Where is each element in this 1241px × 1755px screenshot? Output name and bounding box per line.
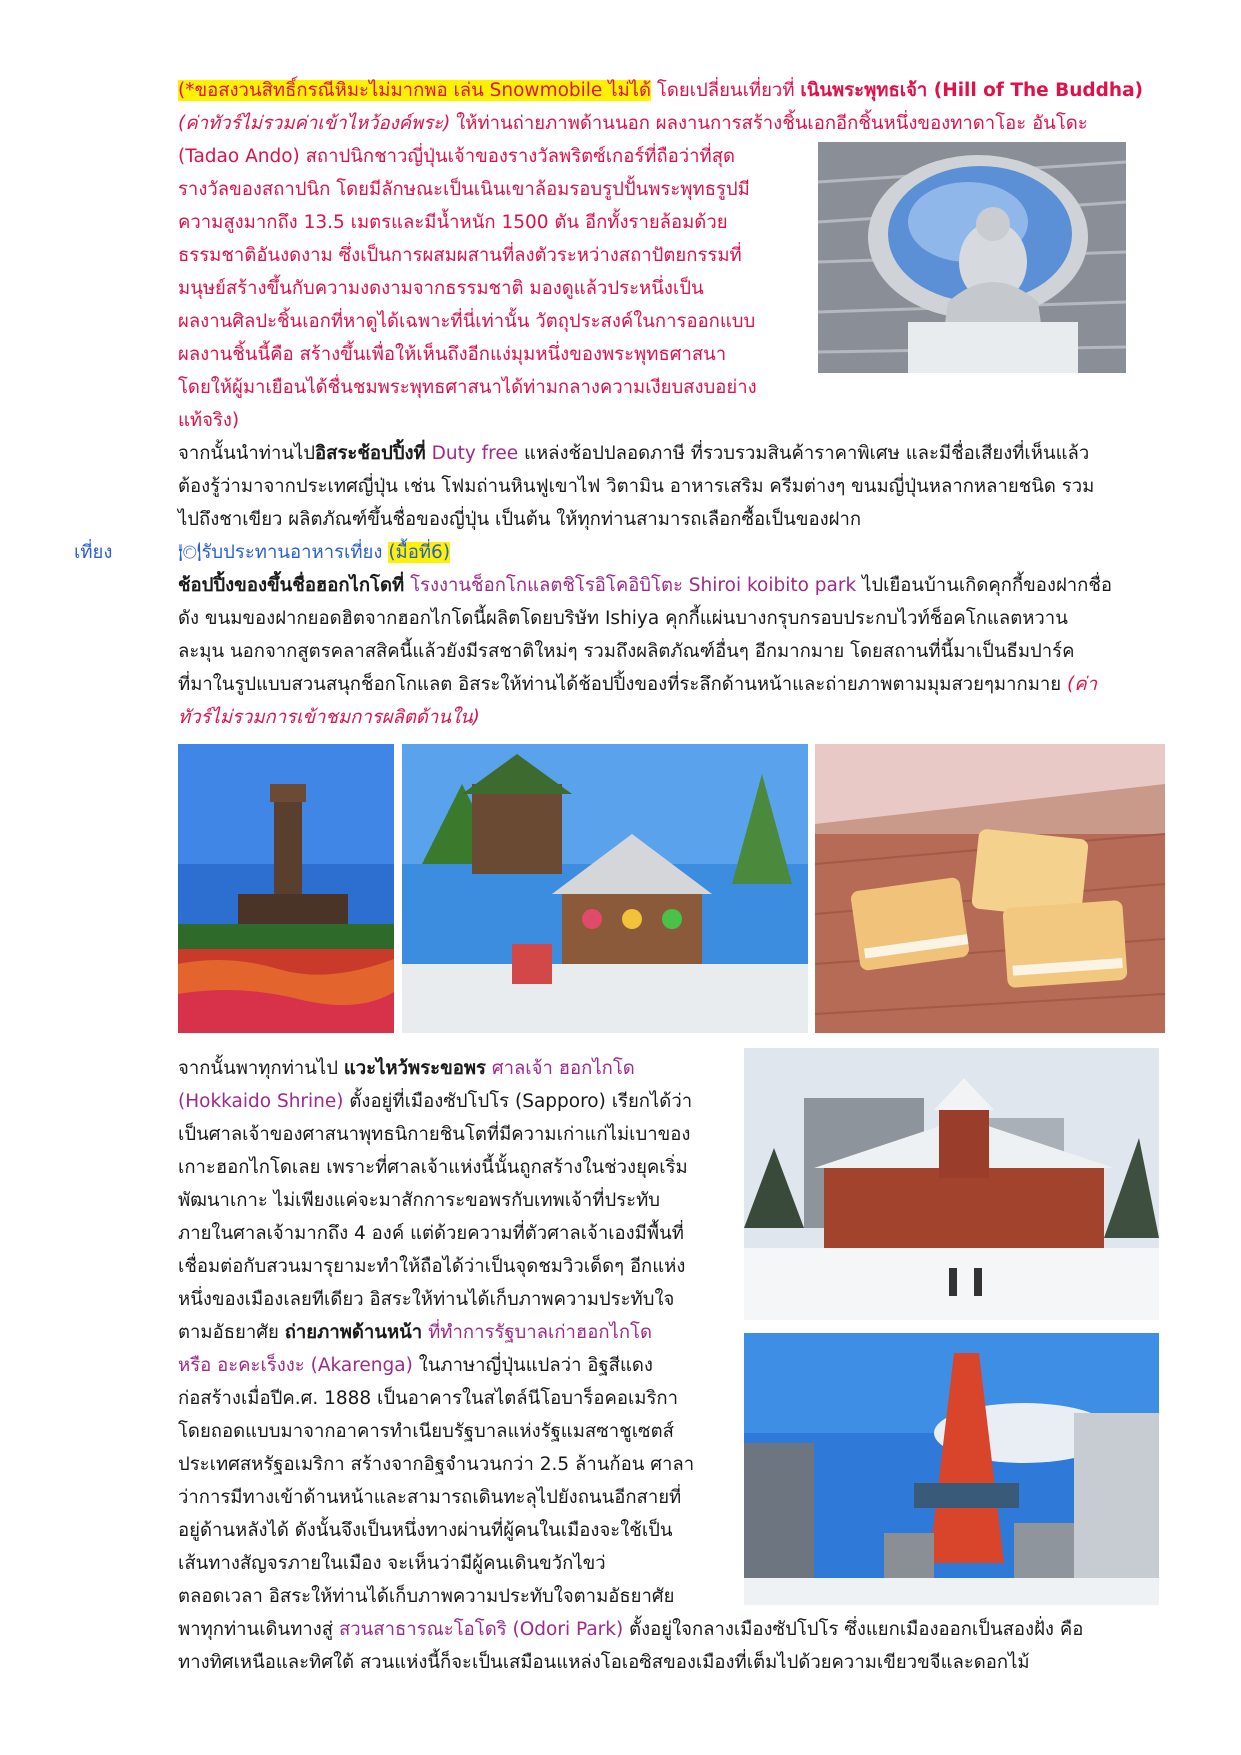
fork-knife-icon: 🍽 (178, 542, 202, 563)
buddha-statue-image (818, 142, 1126, 373)
akarenga-building-image (744, 1048, 1159, 1320)
duty-free-line2: ต้องรู้ว่ามาจากประเทศญี่ปุ่น เช่น โฟมถ่านหินฟูเขาไฟ วิตามิน อาหารเสริม ครีมต่างๆ ขนมญี่ปุ่นหลากหลายชนิด รวม (178, 476, 1095, 497)
text-line: เกาะฮอกไกโดเลย เพราะที่ศาลเจ้าแห่งนี้นั้นถูกสร้างในช่วงยุคเริ่ม (178, 1157, 688, 1178)
text-line: ก่อสร้างเมื่อปีค.ศ. 1888 เป็นอาคารในสไตล์นีโอบาร็อคอเมริกา (178, 1388, 678, 1409)
chocolate-house-image (402, 744, 808, 1033)
sapporo-tv-tower-image (744, 1333, 1159, 1605)
akarenga-line1: ตามอัธยาศัย ถ่ายภาพด้านหน้า ที่ทำการรัฐบาลเก่าฮอกไกโด (178, 1322, 652, 1343)
hill-of-buddha-line2: (ค่าทัวร์ไม่รวมค่าเข้าไหว้องค์พระ) ให้ท่านถ่ายภาพด้านนอก ผลงานการสร้างชิ้นเอกอีกชิ้นหนึ่งของทาดาโอะ อันโดะ (178, 113, 1088, 134)
text-line: เป็นศาลเจ้าของศาสนาพุทธนิกายชินโตที่มีความเก่าแก่ไม่เบาของ (178, 1124, 691, 1145)
hokkaido-shrine-line2: (Hokkaido Shrine) ตั้งอยู่ที่เมืองซัปโปโร (Sapporo) เรียกได้ว่า (178, 1091, 693, 1112)
text-line: เส้นทางสัญจรภายในเมือง จะเห็นว่ามีผู้คนเดินขวักไขว่ (178, 1553, 606, 1574)
duty-free-line1: จากนั้นนำท่านไปอิสระช้อปปิ้งที่ Duty free แหล่งช้อปปลอดภาษี ที่รวบรวมสินค้าราคาพิเศษ และมีชื่อเสียงที่เห็นแล้ว (178, 443, 1090, 464)
text-line: ว่าการมีทางเข้าด้านหน้าและสามารถเดินทะลุไปยังถนนอีกสายที่ (178, 1487, 682, 1508)
odori-park-line1: พาทุกท่านเดินทางสู่ สวนสาธารณะโอโดริ (Odori Park) ตั้งอยู่ใจกลางเมืองซัปโปโร ซึ่งแยกเมืองออกเป็นสองฝั่ง คือ (178, 1619, 1084, 1640)
shiroi-line1: ช้อปปิ้งของขึ้นชื่อฮอกไกโดที่ โรงงานช็อกโกแลตชิโรอิโคอิบิโตะ Shiroi koibito park ไปเยือนบ้านเกิดคุกกี้ของฝากชื่อ (178, 575, 1113, 596)
lunch-line: 🍽รับประทานอาหารเที่ยง (มื้อที่6) (178, 542, 451, 563)
odori-park-line2: ทางทิศเหนือและทิศใต้ สวนแห่งนี้ก็จะเป็นเสมือนแหล่งโอเอซิสของเมืองที่เต็มไปด้วยความเขียวขจีและดอกไม้ (178, 1652, 1030, 1673)
text-line: ประเทศสหรัฐอเมริกา สร้างจากอิฐจำนวนกว่า 2.5 ล้านก้อน ศาลา (178, 1454, 695, 1475)
hokkaido-shrine-line1: จากนั้นพาทุกท่านไป แวะไหว้พระขอพร ศาลเจ้า ฮอกไกโด (178, 1058, 635, 1079)
text-line: มนุษย์สร้างขึ้นกับความงดงามจากธรรมชาติ มองดูแล้วประหนึ่งเป็น (178, 278, 704, 299)
meal-time-label: เที่ยง (74, 542, 113, 563)
text-line: ตลอดเวลา อิสระให้ท่านได้เก็บภาพความประทับใจตามอัธยาศัย (178, 1586, 675, 1607)
text-line: ผลงานศิลปะชิ้นเอกที่หาดูได้เฉพาะที่นี่เท่านั้น วัตถุประสงค์ในการออกแบบ (178, 311, 756, 332)
akarenga-description (178, 1382, 738, 1613)
hokkaido-shrine-description (178, 1118, 738, 1316)
hill-of-buddha-description (178, 140, 808, 437)
clock-tower-image (178, 744, 394, 1033)
text-line: โดยให้ผู้มาเยือนได้ชื่นชมพระพุทธศาสนาได้ท่ามกลางความเงียบสงบอย่าง (178, 377, 757, 398)
hill-of-buddha-intro: (*ขอสงวนสิทธิ์กรณีหิมะไม่มากพอ เล่น Snowmobile ไม่ได้ โดยเปลี่ยนเที่ยวที่ เนินพระพุทธเจ้า (Hill of The Buddha) (178, 80, 1144, 101)
akarenga-line2: หรือ อะคะเร็งงะ (Akarenga) ในภาษาญี่ปุ่นแปลว่า อิฐสีแดง (178, 1355, 653, 1376)
text-line: แท้จริง) (178, 410, 240, 431)
text-line: ธรรมชาติอันงดงาม ซึ่งเป็นการผสมผสานที่ลงตัวระหว่างสถาปัตยกรรมที่ (178, 245, 742, 266)
text-line: เชื่อมต่อกับสวนมารุยามะทำให้ถือได้ว่าเป็นจุดชมวิวเด็ดๆ อีกแห่ง (178, 1256, 686, 1277)
shiroi-line2: ดัง ขนมของฝากยอดฮิตจากฮอกไกโดนี้ผลิตโดยบริษัท Ishiya คุกกี้แผ่นบางกรุบกรอบประกบไวท์ช็อคโกแลตหวาน (178, 608, 1068, 629)
text-line: ภายในศาลเจ้ามากถึง 4 องค์ แต่ด้วยความที่ตัวศาลเจ้าเองมีพื้นที่ (178, 1223, 684, 1244)
shiroi-line4: ที่มาในรูปแบบสวนสนุกช็อกโกแลต อิสระให้ท่านได้ช้อปปิ้งของที่ระลึกด้านหน้าและถ่ายภาพตามมุมสวยๆมากมาย (ค่า (178, 674, 1098, 695)
text-line: หนึ่งของเมืองเลยทีเดียว อิสระให้ท่านได้เก็บภาพความประทับใจ (178, 1289, 675, 1310)
text-line: โดยถอดแบบมาจากอาคารทำเนียบรัฐบาลแห่งรัฐแมสซาชูเซตส์ (178, 1421, 674, 1442)
duty-free-line3: ไปถึงชาเขียว ผลิตภัณฑ์ขึ้นชื่อของญี่ปุ่น เป็นต้น ให้ทุกท่านสามารถเลือกซื้อเป็นของฝาก (178, 509, 862, 530)
shiroi-line5: ทัวร์ไม่รวมการเข้าชมการผลิตด้านใน) (178, 707, 480, 728)
text-line: ผลงานชิ้นนี้คือ สร้างขึ้นเพื่อให้เห็นถึงอีกแง่มุมหนึ่งของพระพุทธศาสนา (178, 344, 727, 365)
text-line: ความสูงมากถึง 13.5 เมตรและมีน้ำหนัก 1500 ตัน อีกทั้งรายล้อมด้วย (178, 212, 728, 233)
shiroi-line3: ละมุน นอกจากสูตรคลาสสิคนี้แล้วยังมีรสชาติใหม่ๆ รวมถึงผลิตภัณฑ์อื่นๆ อีกมากมาย โดยสถานที่นี้มาเป็นธีมปาร์ค (178, 641, 1075, 662)
text-line: รางวัลของสถาปนิก โดยมีลักษณะเป็นเนินเขาล้อมรอบรูปปั้นพระพุทธรูปมี (178, 179, 750, 200)
text-line: พัฒนาเกาะ ไม่เพียงแค่จะมาสักการะขอพรกับเทพเจ้าที่ประทับ (178, 1190, 661, 1211)
text-line: อยู่ด้านหลังได้ ดังนั้นจึงเป็นหนึ่งทางผ่านที่ผู้คนในเมืองจะใช้เป็น (178, 1520, 673, 1541)
shiroi-koibito-cookies-image (815, 744, 1165, 1033)
text-line: (Tadao Ando) สถาปนิกชาวญี่ปุ่นเจ้าของรางวัลพริตซ์เกอร์ที่ถือว่าที่สุด (178, 146, 736, 167)
